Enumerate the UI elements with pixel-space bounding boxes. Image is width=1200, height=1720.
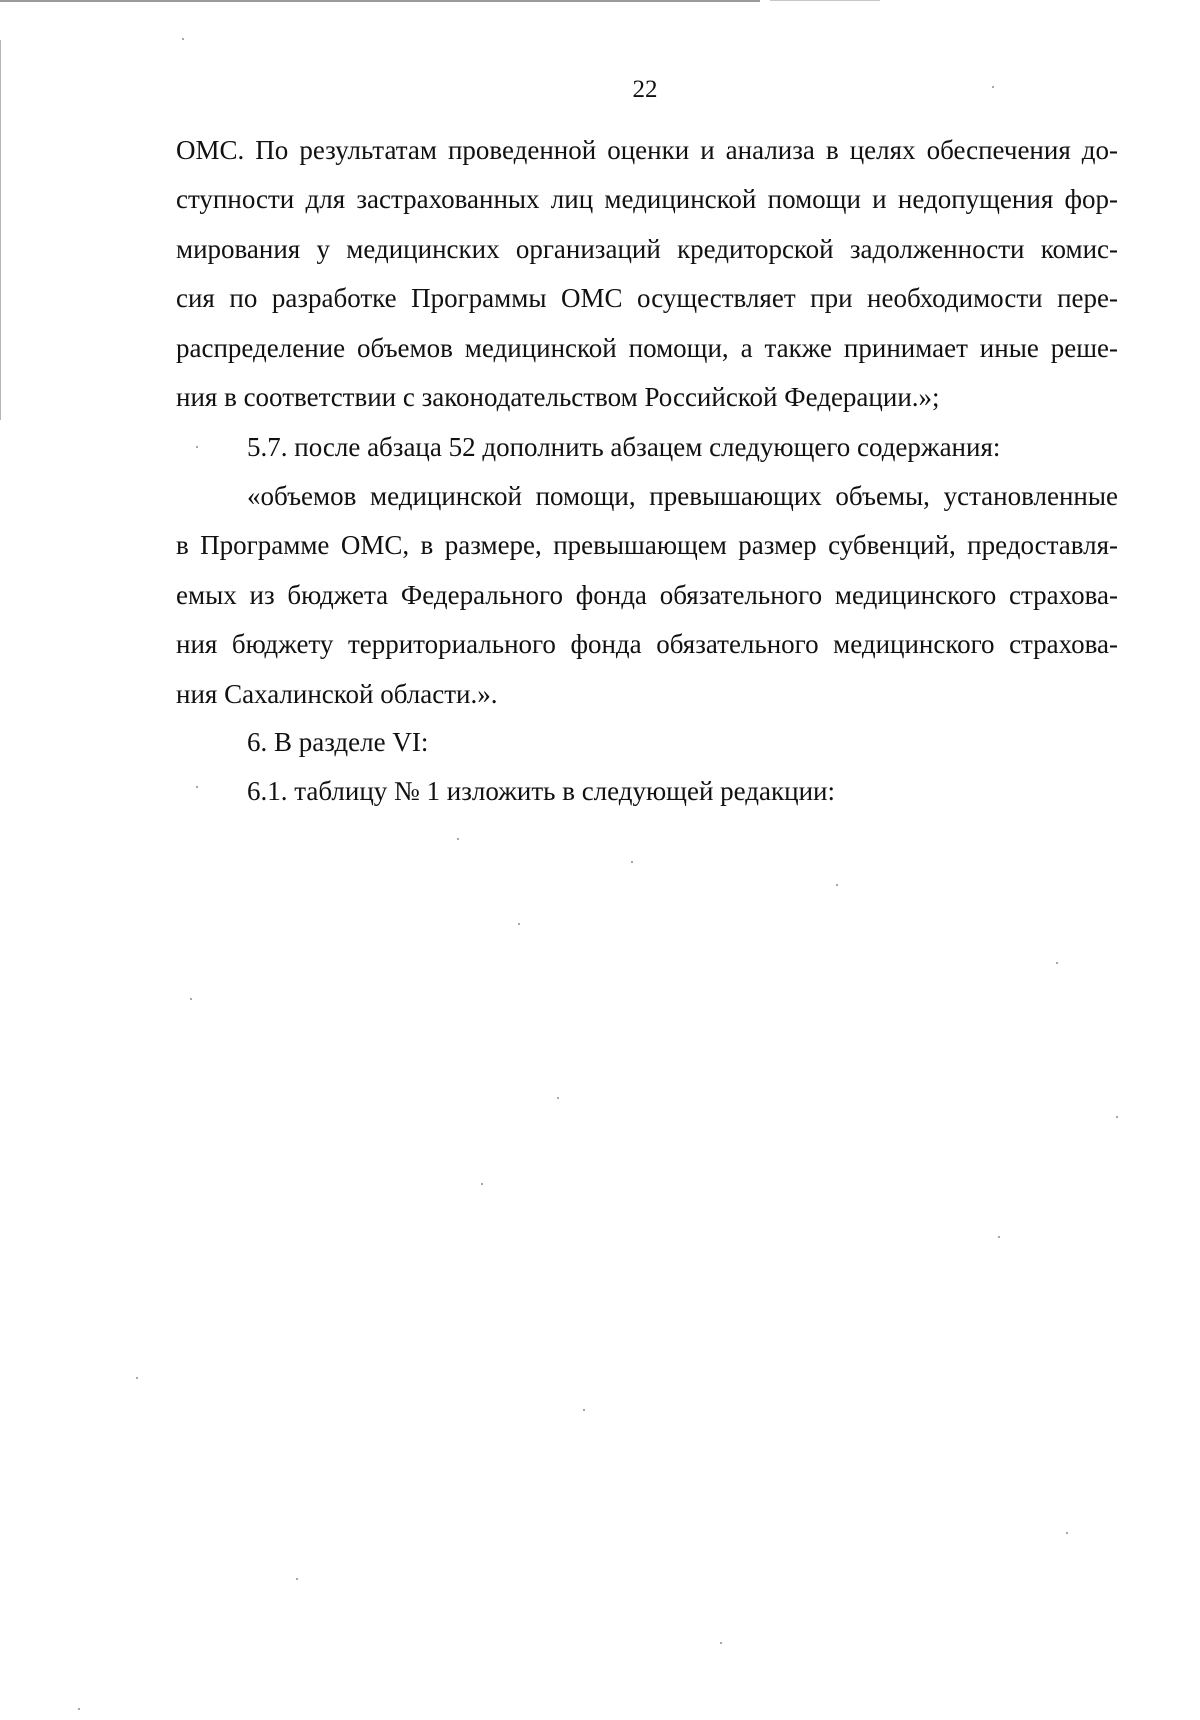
scan-speck xyxy=(78,1708,80,1710)
paragraph-line: ния в соответствии с законодательством Российской Федерации.»; xyxy=(176,382,940,413)
scan-speck xyxy=(481,1183,483,1185)
scan-speck xyxy=(182,38,184,40)
scan-speck xyxy=(1116,1116,1118,1118)
scan-speck xyxy=(196,446,198,448)
scan-speck xyxy=(190,998,192,1000)
item-6 xyxy=(176,718,1118,767)
scan-speck xyxy=(296,1578,298,1580)
scan-speck xyxy=(457,838,459,840)
paragraph-line: мирования у медицинских организаций кредиторской задолженности комис- xyxy=(176,233,1118,264)
paragraph-continuation xyxy=(176,126,1118,422)
paragraph-line: сия по разработке Программы ОМС осуществляет при необходимости пере- xyxy=(176,283,1118,314)
paragraph-line: емых из бюджета Федерального фонда обязательного медицинского страхова- xyxy=(176,579,1118,610)
paragraph-line: ния бюджету территориального фонда обязательного медицинского страхова- xyxy=(176,629,1118,660)
item-6-1 xyxy=(176,767,1118,816)
scan-speck xyxy=(836,884,838,886)
paragraph-line: ОМС. По результатам проведенной оценки и анализа в целях обеспечения до- xyxy=(176,135,1118,165)
scan-speck xyxy=(631,861,633,863)
page-number: 22 xyxy=(632,76,658,103)
item-5-7-text: 5.7. после абзаца 52 дополнить абзацем следующего содержания: xyxy=(247,432,1001,462)
item-5-7 xyxy=(176,423,1118,472)
paragraph-line: ступности для застрахованных лиц медицинской помощи и недопущения фор- xyxy=(176,184,1118,215)
scan-speck xyxy=(196,786,198,788)
scan-edge-top-right xyxy=(770,0,880,1)
item-6-text: 6. В разделе VI: xyxy=(247,727,429,757)
item-6-1-text: 6.1. таблицу № 1 изложить в следующей редакции: xyxy=(247,776,835,806)
scan-speck xyxy=(1066,1532,1068,1534)
scan-speck xyxy=(136,1377,138,1379)
paragraph-line: распределение объемов медицинской помощи, а также принимает иные реше- xyxy=(176,332,1118,363)
scan-speck xyxy=(992,86,994,88)
scan-speck xyxy=(518,923,520,925)
scan-speck xyxy=(1056,962,1058,964)
scan-speck xyxy=(998,1236,1000,1238)
quoted-paragraph xyxy=(176,472,1118,719)
paragraph-line: в Программе ОМС, в размере, превышающем размер субвенций, предоставля- xyxy=(176,530,1118,561)
scan-speck xyxy=(557,1097,559,1099)
scan-edge-top xyxy=(0,0,760,2)
paragraph-line: ния Сахалинской области.». xyxy=(176,678,498,709)
scan-speck xyxy=(720,1642,722,1644)
paragraph-line: «объемов медицинской помощи, превышающих объемы, установленные xyxy=(247,481,1118,511)
scan-speck xyxy=(583,1409,585,1411)
